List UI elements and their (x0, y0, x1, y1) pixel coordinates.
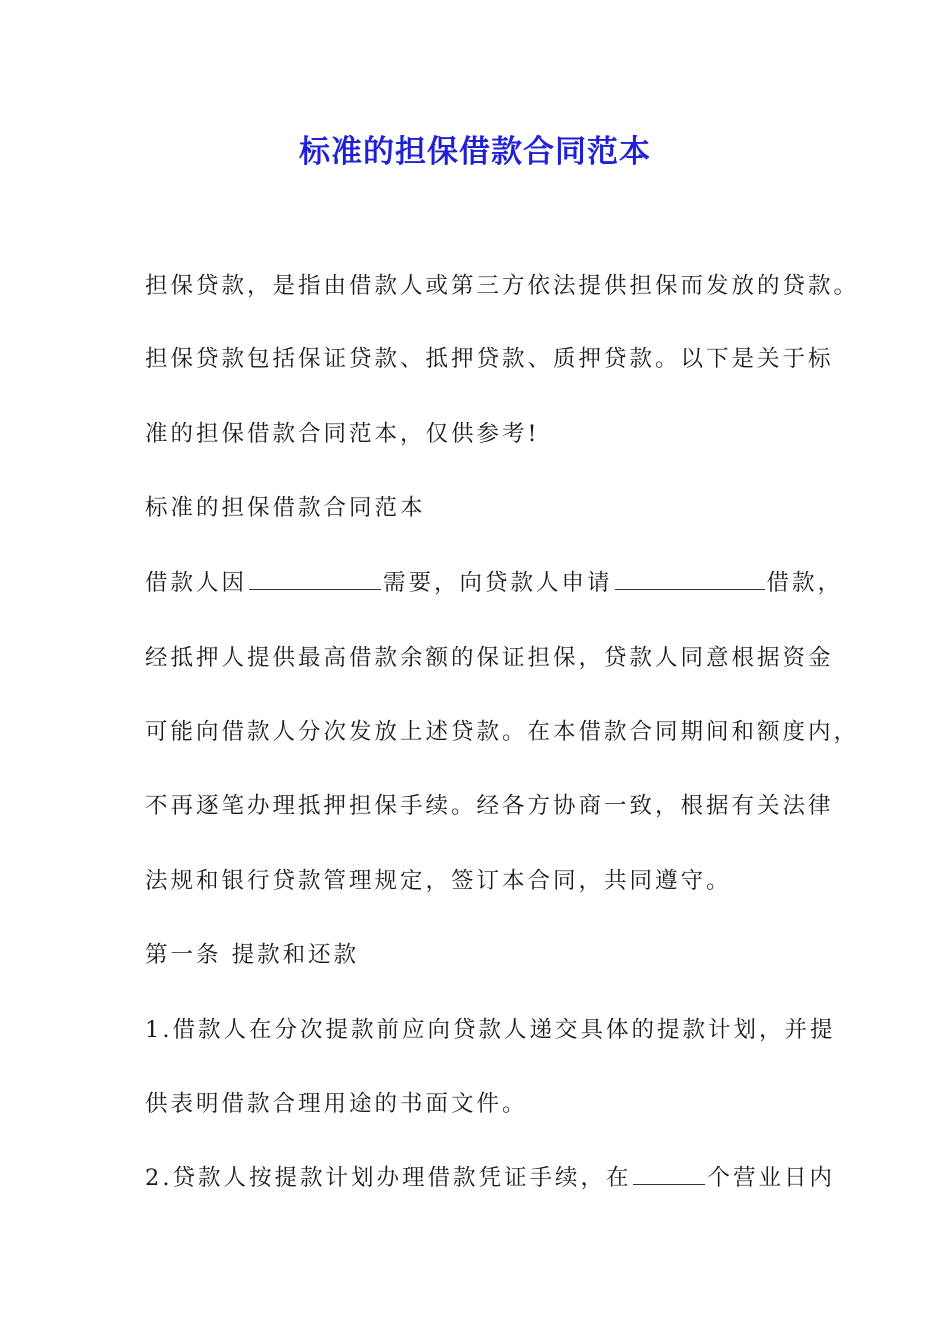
body-line-1 (145, 567, 843, 599)
intro-line-3: 准的担保借款合同范本，仅供参考! (145, 421, 540, 447)
item-1-line-2: 供表明借款合理用途的书面文件。 (145, 1091, 528, 1117)
body-line-5: 法规和银行贷款管理规定，签订本合同，共同遵守。 (145, 868, 732, 894)
body-line-1-part-a: 借款人因 (145, 570, 248, 596)
section-subtitle: 标准的担保借款合同范本 (145, 495, 426, 521)
item-2-part-b: 个营业日内 (707, 1165, 835, 1191)
body-line-2: 经抵押人提供最高借款余额的保证担保，贷款人同意根据资金 (145, 645, 834, 671)
item-2-part-a: 2.贷款人按提款计划办理借款凭证手续，在 (145, 1165, 632, 1191)
article-heading: 第一条 提款和还款 (145, 942, 360, 968)
body-line-4: 不再逐笔办理抵押担保手续。经各方协商一致，根据有关法律 (145, 793, 834, 819)
body-line-1-part-b: 需要，向贷款人申请 (383, 570, 613, 596)
blank-field-days (633, 1164, 705, 1185)
document-title: 标准的担保借款合同范本 (299, 134, 651, 170)
body-line-1-part-c: 借款， (766, 570, 844, 596)
item-2-line-1 (145, 1162, 835, 1194)
intro-line-1: 担保贷款，是指由借款人或第三方依法提供担保而发放的贷款。 (145, 273, 860, 299)
intro-line-2: 担保贷款包括保证贷款、抵押贷款、质押贷款。以下是关于标 (145, 346, 834, 372)
body-line-3: 可能向借款人分次发放上述贷款。在本借款合同期间和额度内， (145, 719, 860, 745)
blank-field-purpose (249, 569, 381, 590)
item-1-line-1: 1.借款人在分次提款前应向贷款人递交具体的提款计划，并提 (145, 1017, 836, 1043)
blank-field-amount (615, 569, 765, 590)
